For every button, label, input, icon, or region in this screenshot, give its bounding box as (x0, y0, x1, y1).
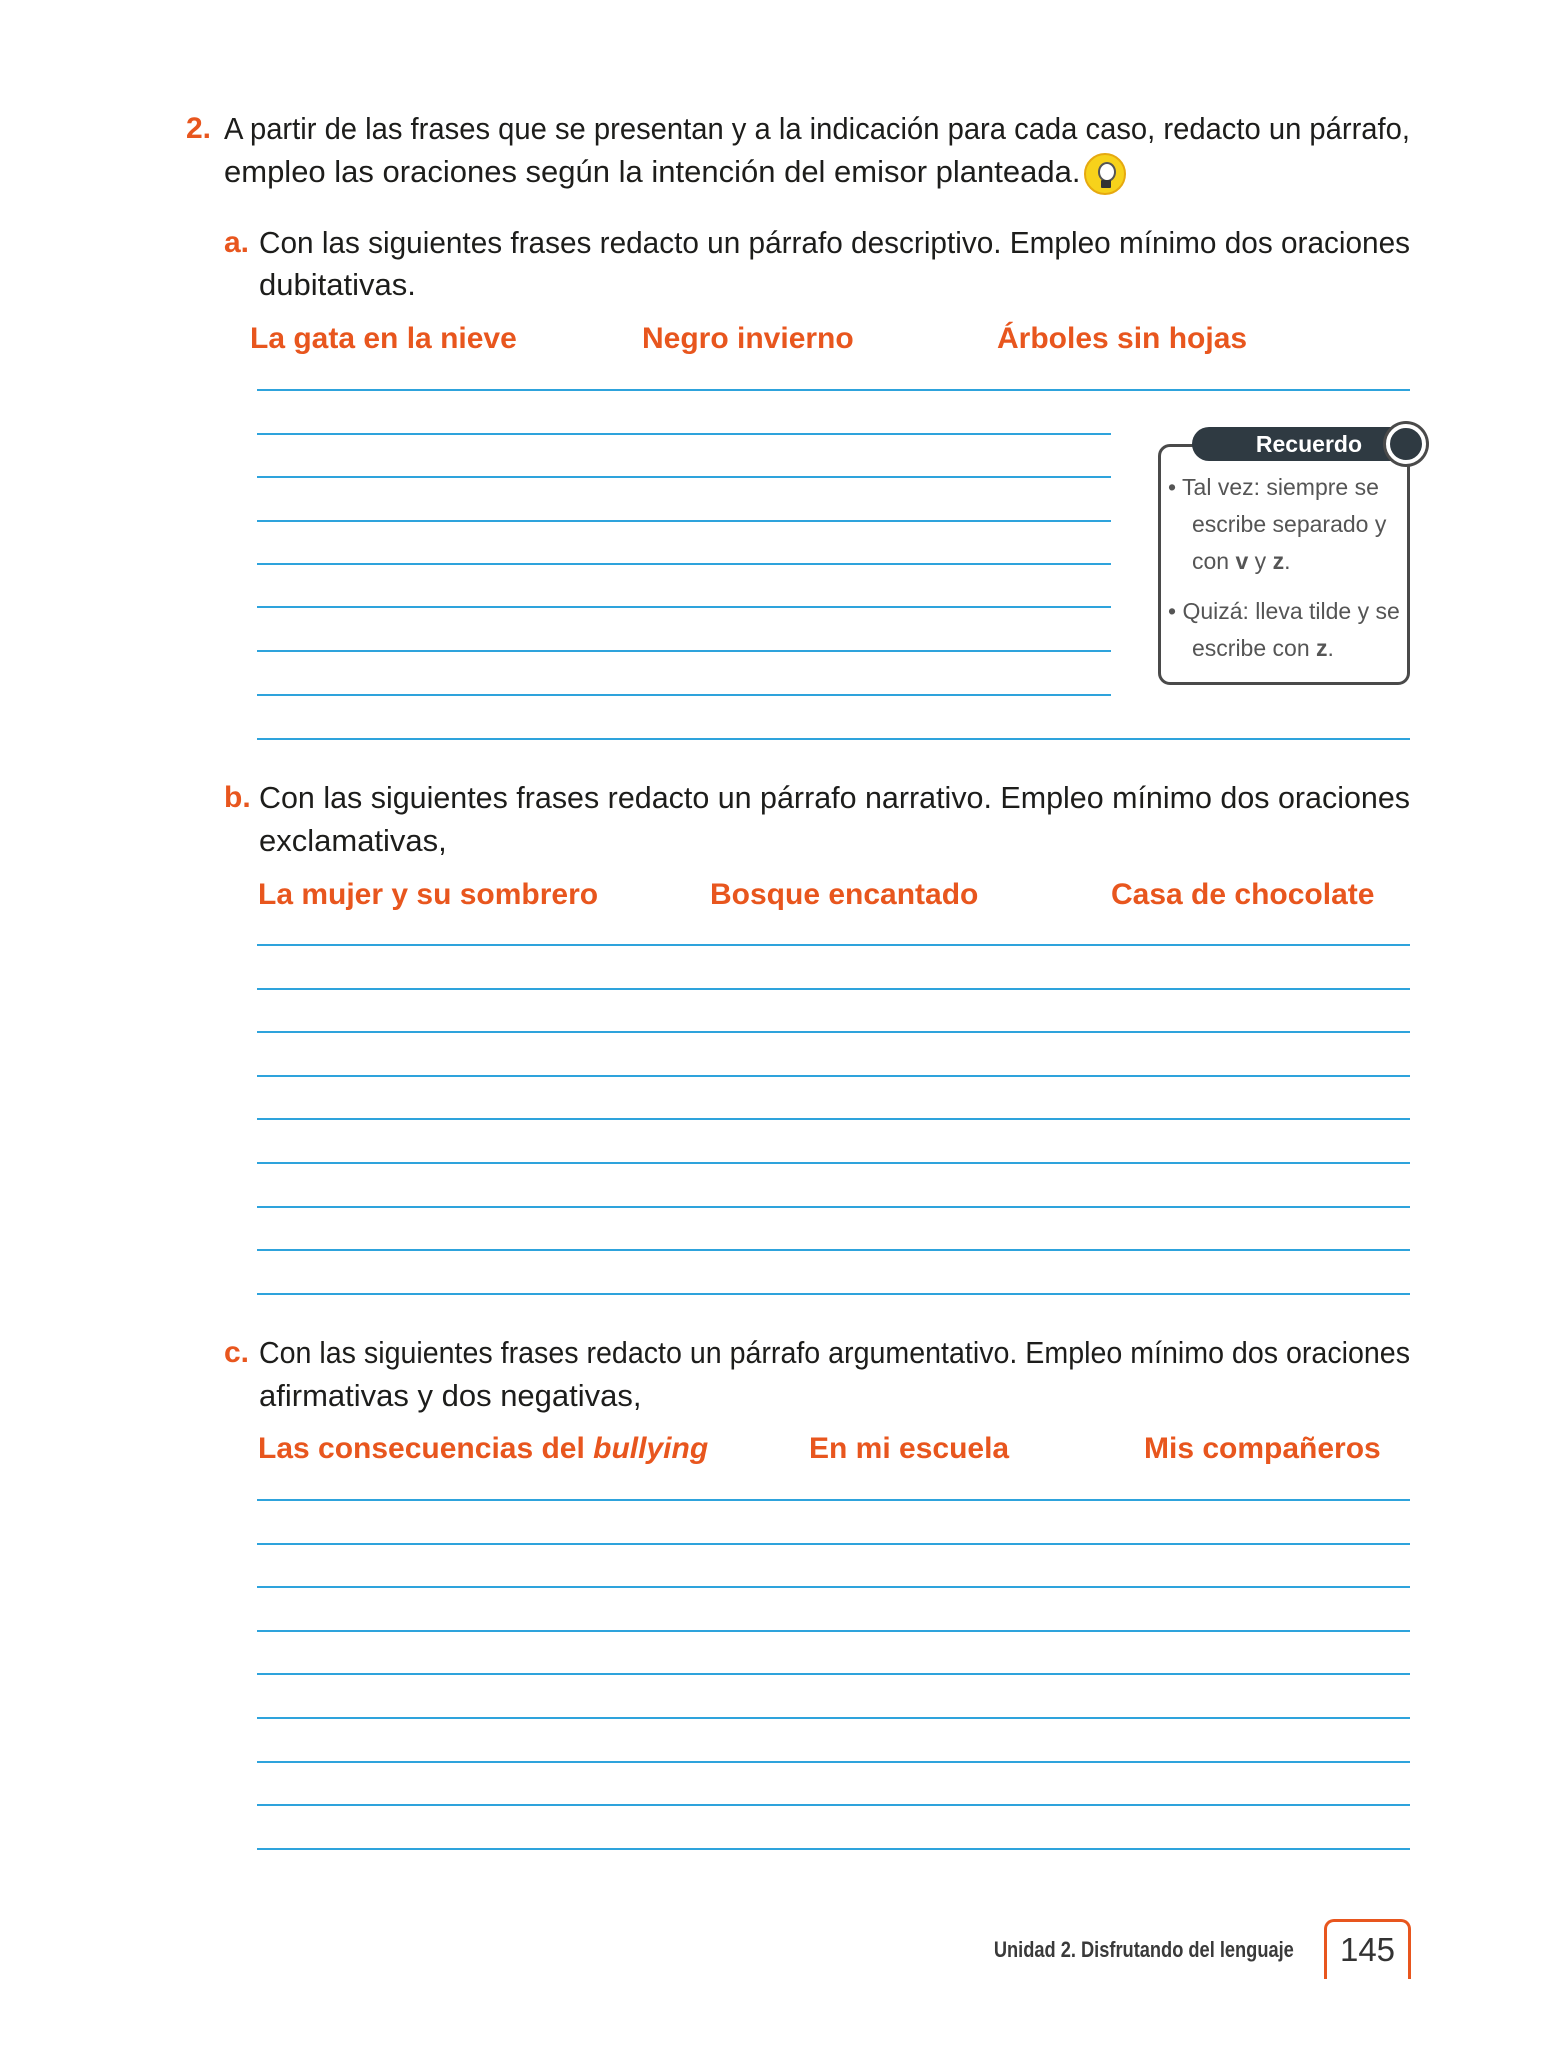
part-c-instruction-line1: Con las siguientes frases redacto un párrafo argumentativo. Empleo mínimo dos oraciones (259, 1335, 1410, 1370)
page-number: 145 (1324, 1919, 1411, 1979)
part-a-instruction-line1: Con las siguientes frases redacto un párrafo descriptivo. Empleo mínimo dos oraciones (259, 225, 1410, 260)
part-a-instruction-line2: dubitativas. (259, 267, 416, 302)
writing-line[interactable] (257, 1673, 1410, 1675)
writing-line[interactable] (257, 988, 1410, 990)
writing-line[interactable] (257, 563, 1111, 565)
writing-line[interactable] (257, 650, 1111, 652)
lightbulb-icon (1084, 153, 1126, 195)
writing-line[interactable] (257, 1162, 1410, 1164)
part-a-letter: a. (224, 226, 250, 259)
writing-line[interactable] (257, 1630, 1410, 1632)
writing-line[interactable] (257, 944, 1410, 946)
writing-line[interactable] (257, 476, 1111, 478)
writing-line[interactable] (257, 1717, 1410, 1719)
part-b-phrase-3: Casa de chocolate (1111, 878, 1375, 911)
writing-line[interactable] (257, 1761, 1410, 1763)
writing-line[interactable] (257, 1206, 1410, 1208)
part-c-letter: c. (224, 1336, 250, 1369)
writing-line[interactable] (257, 1848, 1410, 1850)
part-b-instruction-line1: Con las siguientes frases redacto un párrafo narrativo. Empleo mínimo dos oraciones (259, 780, 1410, 815)
recuerdo-item-1-line2: escribe separado y (1192, 511, 1387, 537)
writing-line[interactable] (257, 1249, 1410, 1251)
question-text-line2-wrap (224, 150, 1126, 195)
writing-line[interactable] (257, 1804, 1410, 1806)
part-c-phrase-1: Las consecuencias del bullying (258, 1432, 709, 1465)
recuerdo-item-1-line1: • Tal vez: siempre se (1168, 474, 1379, 500)
writing-line[interactable] (257, 1499, 1410, 1501)
question-number: 2. (186, 112, 212, 145)
part-b-phrase-1: La mujer y su sombrero (258, 878, 599, 911)
recuerdo-item-2 (1168, 593, 1400, 667)
writing-line[interactable] (257, 606, 1111, 608)
part-a-phrase-2: Negro invierno (642, 322, 854, 355)
part-a-phrase-3: Árboles sin hojas (997, 322, 1248, 355)
part-b-letter: b. (224, 781, 251, 814)
writing-line[interactable] (257, 1075, 1410, 1077)
recuerdo-item-1-line3: con v y z. (1192, 548, 1291, 574)
part-b-phrase-2: Bosque encantado (710, 878, 979, 911)
recuerdo-item-2-line2: escribe con z. (1192, 635, 1334, 661)
part-c-phrase-1-italic: bullying (593, 1432, 709, 1465)
part-c-phrase-2: En mi escuela (809, 1432, 1010, 1465)
recuerdo-title: Recuerdo (1192, 427, 1410, 461)
part-a-phrase-1: La gata en la nieve (250, 322, 517, 355)
writing-line[interactable] (257, 389, 1410, 391)
writing-line[interactable] (257, 1118, 1410, 1120)
part-c-instruction-line2: afirmativas y dos negativas, (259, 1378, 642, 1413)
writing-line[interactable] (257, 694, 1111, 696)
writing-line[interactable] (257, 1293, 1410, 1295)
recuerdo-circle-icon (1386, 424, 1426, 464)
question-text-line1: A partir de las frases que se presentan y a la indicación para cada caso, redacto un párrafo, (224, 111, 1410, 146)
recuerdo-item-1 (1168, 469, 1386, 580)
part-c-phrase-3: Mis compañeros (1144, 1432, 1381, 1465)
question-text-line2: empleo las oraciones según la intención del emisor planteada. (224, 154, 1081, 189)
writing-line[interactable] (257, 738, 1410, 740)
writing-line[interactable] (257, 520, 1111, 522)
footer-unit-title: Unidad 2. Disfrutando del lenguaje (994, 1937, 1294, 1962)
recuerdo-item-2-line1: • Quizá: lleva tilde y se (1168, 598, 1400, 624)
writing-line[interactable] (257, 433, 1111, 435)
writing-line[interactable] (257, 1543, 1410, 1545)
part-b-instruction-line2: exclamativas, (259, 823, 447, 858)
writing-line[interactable] (257, 1586, 1410, 1588)
writing-line[interactable] (257, 1031, 1410, 1033)
